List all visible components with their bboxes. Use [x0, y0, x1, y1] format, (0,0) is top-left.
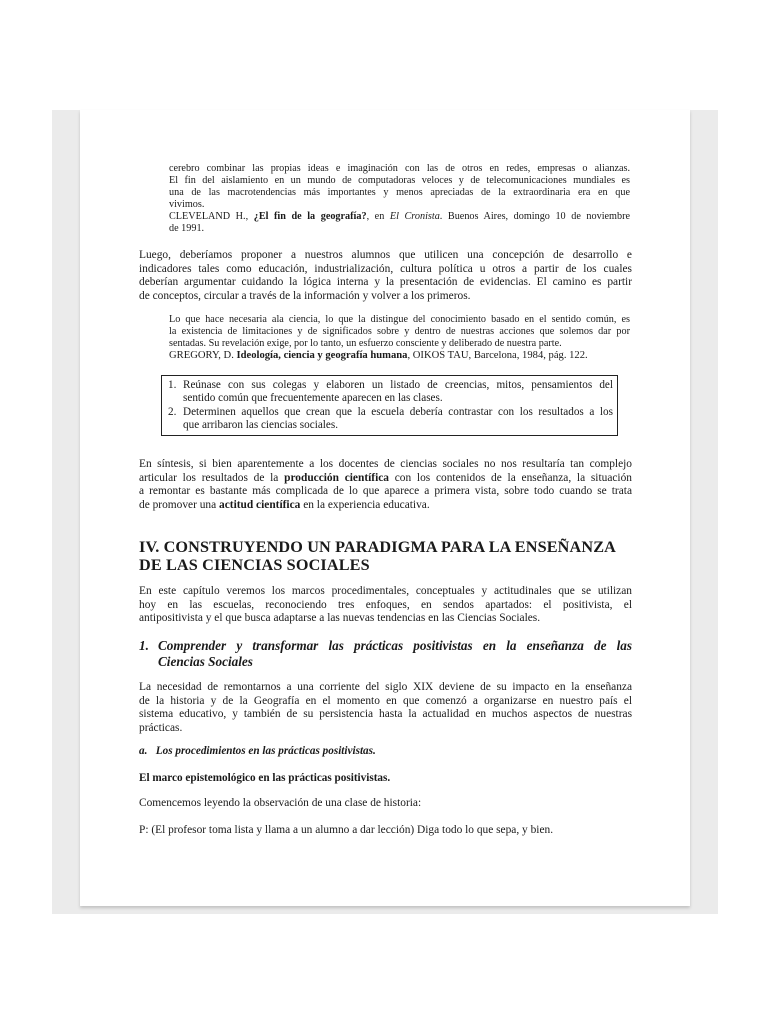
paragraph-comencemos: Comencemos leyendo la observación de una clase de historia: [139, 797, 422, 809]
paragraph-line: de promover una actitud científica en la experiencia educativa. [139, 499, 430, 512]
citation-title: ¿El fin de la geografía? [253, 211, 367, 223]
paragraph-line: Luego, deberíamos proponer a nuestros alumnos que utilicen una concepción de desarrollo e [139, 249, 632, 261]
quote-block-cleveland [169, 163, 630, 236]
document-page [80, 110, 690, 906]
paragraph-line: deberían argumentar cuidando la lógica interna y la presentación de evidencias. El camino es partir [139, 276, 632, 289]
chapter-heading-line: IV. CONSTRUYENDO UN PARADIGMA PARA LA ENSEÑANZA [139, 538, 616, 556]
section-heading-1 [139, 638, 632, 669]
paragraph-line: de conceptos, circular a través de la información y volver a los primeros. [139, 290, 471, 303]
subheading-marco: El marco epistemológico en las prácticas positivistas. [139, 772, 391, 784]
paragraph-sintesis [139, 458, 632, 513]
subsection-heading-a: a. Los procedimientos en las prácticas positivistas. [139, 745, 376, 757]
quote-citation: CLEVELAND H., ¿El fin de la geografía?, en El Cronista. Buenos Aires, domingo 10 de noviembre [169, 211, 630, 223]
quote-line: Lo que hace necesaria ala ciencia, lo que la distingue del conocimiento basado en el sentido común, es [169, 314, 630, 325]
activity-text: sentido común que frecuentemente aparecen en las clases. [183, 392, 443, 405]
section-number: 1. [139, 638, 149, 653]
citation-source: El Cronista [389, 211, 440, 223]
quote-line: una de las macrotendencias más importantes y menos apreciadas de la extraordinaria era en que [169, 187, 630, 199]
quote-citation: GREGORY, D. Ideología, ciencia y geografía humana, OIKOS TAU, Barcelona, 1984, pág. 122. [169, 350, 588, 362]
paragraph-line: antipositivista y el que busca adaptarse a las nuevas tendencias en las Ciencias Sociales. [139, 612, 541, 625]
activity-text: Determinen aquellos que crean que la escuela debería contrastar con los resultados a los [183, 406, 613, 418]
paragraph-line: de la historia y de la Geografía en el momento en que comenzó a organizarse en nuestro país el [139, 694, 632, 707]
quote-line: sentadas. Su revelación exige, por lo tanto, un esfuerzo consciente y deliberado de nuestra parte. [169, 338, 562, 350]
paragraph-necesidad [139, 681, 632, 736]
quote-citation-year: de 1991. [169, 223, 205, 235]
paragraph-line: a remontar es bastante más complicada de lo que aparece a primera vista, sobre todo cuando se trata [139, 485, 632, 498]
activity-text: que arribaron las ciencias sociales. [183, 419, 339, 432]
paragraph-luego [139, 249, 632, 304]
chapter-heading-line: DE LAS CIENCIAS SOCIALES [139, 556, 370, 575]
paragraph-line: indicadores tales como educación, industrialización, cultura política u otros a partir de los cuales [139, 262, 632, 275]
paragraph-line: prácticas. [139, 722, 183, 735]
quote-line: la existencia de limitaciones y de significados sobre y dentro de nuestras acciones que solemos dar por [169, 326, 630, 338]
emphasis-produccion: producción científica [284, 471, 389, 484]
paragraph-capitulo [139, 585, 632, 626]
activity-text: Reúnase con sus colegas y elaboren un listado de creencias, mitos, pensamientos del [183, 379, 613, 391]
emphasis-actitud: actitud científica [219, 499, 301, 512]
activity-box [161, 375, 618, 436]
section-heading-line: Comprender y transformar las prácticas positivistas en la enseñanza de las [158, 638, 632, 653]
quote-block-gregory [169, 314, 630, 362]
chapter-heading [139, 538, 639, 575]
section-heading-line: Ciencias Sociales [158, 653, 253, 669]
quote-line: vivimos. [169, 199, 205, 211]
paragraph-dialogo: P: (El profesor toma lista y llama a un alumno a dar lección) Diga todo lo que sepa, y bien. [139, 824, 554, 836]
paragraph-line: articular los resultados de la producción científica con los contenidos de la enseñanza, la situación [139, 471, 632, 484]
paragraph-line: hoy en las escuelas, reconociendo tres enfoques, en sendos apartados: el positivista, el [139, 598, 632, 611]
list-number: 2. [168, 406, 177, 418]
paragraph-line: En síntesis, si bien aparentemente a los docentes de ciencias sociales no nos resultaría tan complejo [139, 458, 632, 470]
quote-line: El fin del aislamiento en un mundo de computadoras veloces y de telecomunicaciones mundiales es [169, 175, 630, 187]
list-number: 1. [168, 379, 177, 391]
citation-title: Ideología, ciencia y geografía humana [236, 350, 408, 362]
paragraph-line: En este capítulo veremos los marcos procedimentales, conceptuales y actitudinales que se utilizan [139, 585, 632, 597]
paragraph-line: La necesidad de remontarnos a una corriente del siglo XIX deviene de su impacto en la enseñanza [139, 681, 632, 693]
paragraph-line: sistema educativo, y también de su persistencia hasta la actualidad en muchos aspectos de nuestras [139, 708, 632, 721]
quote-line: cerebro combinar las propias ideas e imaginación con las de otros en redes, empresas o alianzas. [169, 163, 630, 174]
